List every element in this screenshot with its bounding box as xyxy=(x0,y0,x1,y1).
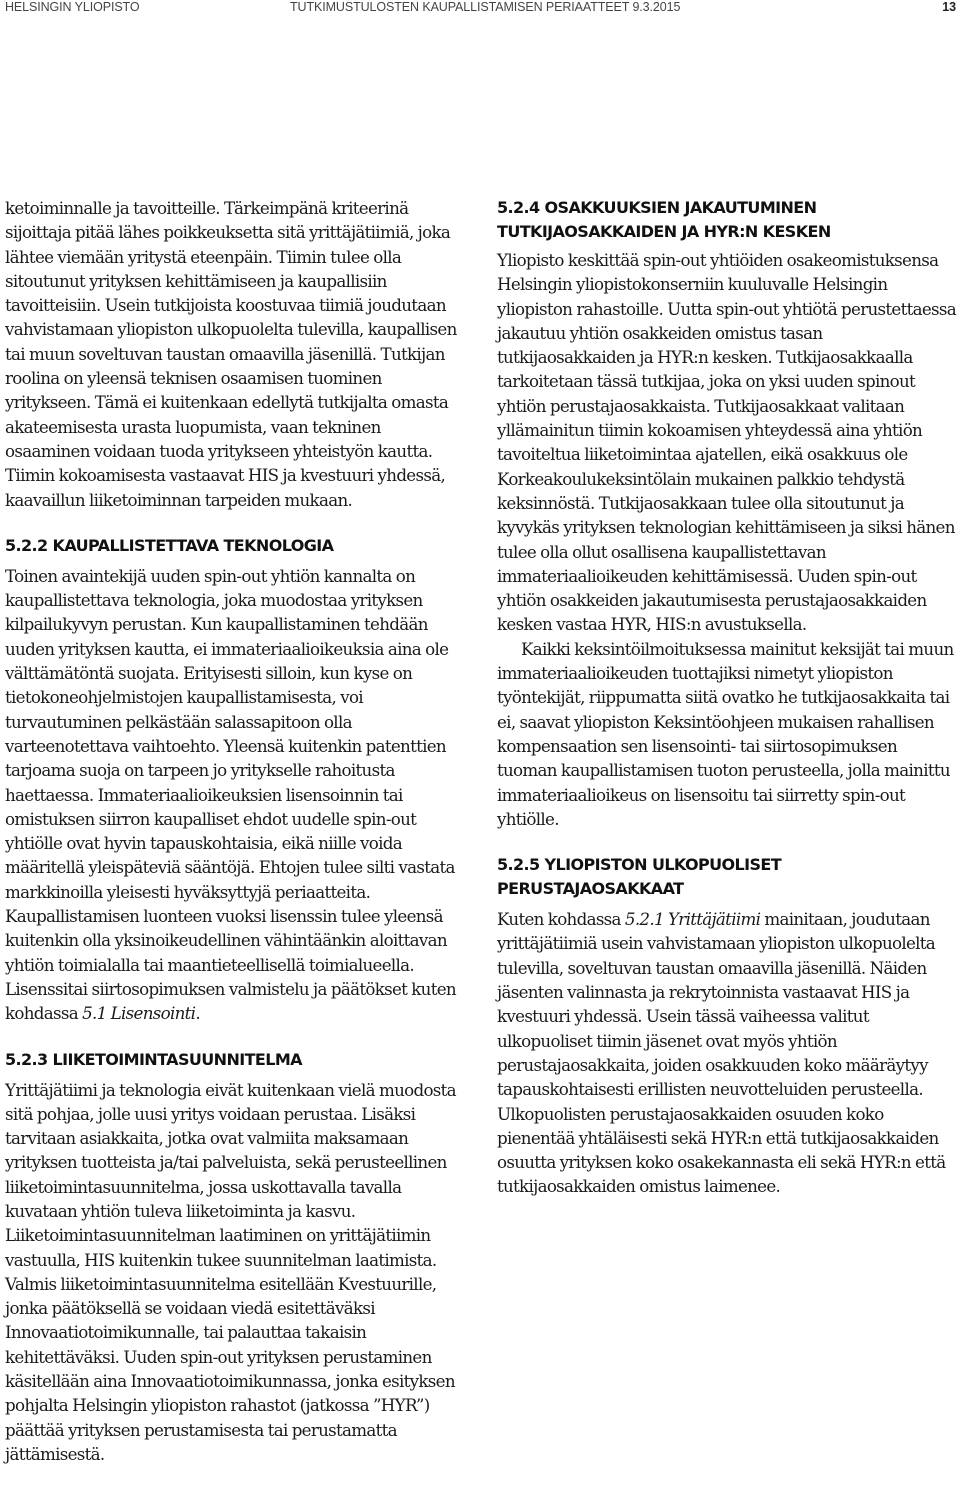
paragraph-5-2-4-a: Yliopisto keskittää spin-out yhtiöiden osakeomistuksensa Helsingin yliopistokonserniin kuuluvalle Helsingin yliopiston rahastoille. Uutta spin-out yhtiötä perustettaessa jakautuu yhtiön osakkeiden omistus tasan tutkijaosakkaiden ja HYR:n kesken. Tutkijaosakkaalla tarkoitetaan tässä tutkijaa, joka on yksi uuden spinout yhtiön perustajaosakkaista. Tutkijaosakkaat valitaan yllämainitun tiimin kokoamisen yhteydessä aina yhtiön tavoiteltua liiketoimintaa ajatellen, eikä osakkuus ole Korkeakoulukeksintölain mukainen palkkio tehdystä keksinnöstä. Tutkijaosakkaan tulee olla sitoutunut ja kyvykäs yrityksen teknologian kehittämiseen ja siksi hänen tulee olla ollut osallisena kaupallistettavan immateriaalioikeuden kehittämisessä. Uuden spin-out yhtiön osakkeiden jakautumisesta perustajaosakkaiden kesken vastaa HYR, HIS:n avustuksella. xyxy=(497,250,956,635)
heading-5-2-5 xyxy=(497,853,958,901)
right-column xyxy=(497,196,958,1199)
heading-5-2-5-line1: 5.2.5 YLIOPISTON ULKOPUOLISET xyxy=(497,855,782,875)
header-university: HELSINGIN YLIOPISTO xyxy=(5,0,140,14)
heading-5-2-3-text: 5.2.3 LIIKETOIMINTASUUNNITELMA xyxy=(5,1049,302,1069)
intro-paragraph: ketoiminnalle ja tavoitteille. Tärkeimpänä kriteerinä sijoittaja pitää lähes poikkeuksetta sitä yrittäjätiimiä, joka lähtee viemään yritystä eteenpäin. Tiimin tulee olla sitoutunut yrityksen kehittämiseen ja kaupallisiin tavoitteisiin. Usein tutkijoista koostuvaa tiimiä joudutaan vahvistamaan yliopiston ulkopuolelta tulevilla, kaupallisen tai muun soveltuvan taustan omaavilla jäsenillä. Tutkijan roolina on yleensä teknisen osaamisen tuominen yritykseen. Tämä ei kuitenkaan edellytä tutkijalta omasta akateemisesta urasta luopumista, vaan tekninen osaaminen voidaan tuoda yritykseen yhteistyön kautta. Tiimin kokoamisesta vastaavat HIS ja kvestuuri yhdessä, kaavaillun liiketoiminnan tarpeiden mukaan. xyxy=(5,198,457,510)
paragraph-5-2-2-end: . xyxy=(195,1003,200,1024)
heading-5-2-5-line2: PERUSTAJAOSAKKAAT xyxy=(497,879,684,899)
paragraph-5-2-4-b: Kaikki keksintöilmoituksessa mainitut keksijät tai muun immateriaalioikeuden tuottajiksi nimetyt yliopiston työntekijät, riippumatta siitä ovatko he tutkijaosakkaita tai ei, saavat yliopiston Keksintöohjeen mukaisen rahallisen kompensaation sen lisensointi- tai siirtosopimuksen tuoman kaupallistamisen tuoton perusteella, jolla mainittu immateriaalioikeus on lisensoitu tai siirretty spin-out yhtiölle. xyxy=(497,638,954,829)
left-column xyxy=(5,196,466,1466)
paragraph-5-2-3: Yrittäjätiimi ja teknologia eivät kuitenkaan vielä muodosta sitä pohjaa, jolle uusi yritys voidaan perustaa. Lisäksi tarvitaan asiakkaita, jotka ovat valmiita maksamaan yrityksen tuotteista ja/tai palveluista, sekä perusteellinen liiketoimintasuunnitelma, jossa uskottavalla tavalla kuvataan yhtiön tuleva liiketoiminta ja kasvu. Liiketoimintasuunnitelman laatiminen on yrittäjätiimin vastuulla, HIS kuitenkin tukee suunnitelman laatimista. Valmis liiketoimintasuunnitelma esitellään Kvestuurille, jonka päätöksellä se voidaan viedä esitettäväksi Innovaatiotoimikunnalle, tai palauttaa takaisin kehitettäväksi. Uuden spin-out yrityksen perustaminen käsitellään aina Innovaatiotoimikunnassa, jonka esityksen pohjalta Helsingin yliopiston rahastot (jatkossa ”HYR”) päättää yrityksen perustamisesta tai perustamatta jättämisestä. xyxy=(5,1079,456,1464)
heading-5-2-4-line1: 5.2.4 OSAKKUUKSIEN JAKAUTUMINEN xyxy=(497,198,817,217)
heading-5-2-2 xyxy=(5,534,466,558)
cross-reference-lisensointi: 5.1 Lisensointi xyxy=(82,1003,196,1024)
paragraph-5-2-2-text: Toinen avaintekijä uuden spin-out yhtiön kannalta on kaupallistettava teknologia, joka muodostaa yrityksen kilpailukyvyn perustan. Kun kaupallistaminen tehdään uuden yrityksen kautta, ei immateriaalioikeuksia aina ole välttämätöntä suojata. Erityisesti silloin, kun kyse on tietokoneohjelmistojen kaupallistamisesta, voi turvautuminen pelkästään salassapitoon olla varteenotettava vaihtoehto. Yleensä kuitenkin patenttien tarjoama suoja on tarpeen jo yritykselle rahoitusta haettaessa. Immateriaalioikeuksien lisensoinnin tai omistuksen siirron kaupalliset ehdot uudelle spin-out yhtiölle ovat hyvin tapauskohtaisia, eikä niille voida määritellä yleispäteviä sääntöjä. Ehtojen tulee silti vastata markkinoilla yleisesti hyväksyttyjä periaatteita. Kaupallistamisen luonteen vuoksi lisenssin tulee yleensä kuitenkin olla yksinoikeudellinen vähintäänkin aloittavan yhtiön toimialalla tai maantieteellisellä toimialueella. Lisenssitai siirtosopimuksen valmistelu ja päätökset kuten kohdassa xyxy=(5,565,456,1024)
page-number: 13 xyxy=(942,0,956,14)
heading-5-2-3 xyxy=(5,1048,466,1072)
header-document-title: TUTKIMUSTULOSTEN KAUPALLISTAMISEN PERIAATTEET 9.3.2015 xyxy=(290,0,681,14)
paragraph-5-2-5-rest: mainitaan, joudutaan yrittäjätiimiä usein vahvistamaan yliopiston ulkopuolelta tulevilla, soveltuvan taustan omaavilla jäsenillä. Näiden jäsenten valinnasta ja rekrytoinnista vastaavat HIS ja kvestuuri yhdessä. Usein tässä vaiheessa valitut ulkopuoliset tiimin jäsenet ovat myös yhtiön perustajaosakkaita, joiden osakkuuden koko määräytyy tapauskohtaisesti erillisten neuvotteluiden perusteella. Ulkopuolisten perustajaosakkaiden osuuden koko pienentää yhtäläisesti sekä HYR:n että tutkijaosakkaiden osuutta yrityksen koko osakekannasta eli sekä HYR:n että tutkijaosakkaiden omistus laimenee. xyxy=(497,909,946,1197)
paragraph-5-2-5 xyxy=(497,907,958,1199)
heading-5-2-4 xyxy=(497,196,958,244)
heading-5-2-4-line2: TUTKIJAOSAKKAIDEN JA HYR:N KESKEN xyxy=(497,222,831,241)
paragraph-5-2-5-start: Kuten kohdassa xyxy=(497,909,625,930)
cross-reference-yrittajatiimi: 5.2.1 Yrittäjätiimi xyxy=(624,909,761,930)
heading-5-2-2-text: 5.2.2 KAUPALLISTETTAVA TEKNOLOGIA xyxy=(5,535,334,555)
paragraph-5-2-2 xyxy=(5,564,466,1026)
running-header xyxy=(0,0,960,14)
